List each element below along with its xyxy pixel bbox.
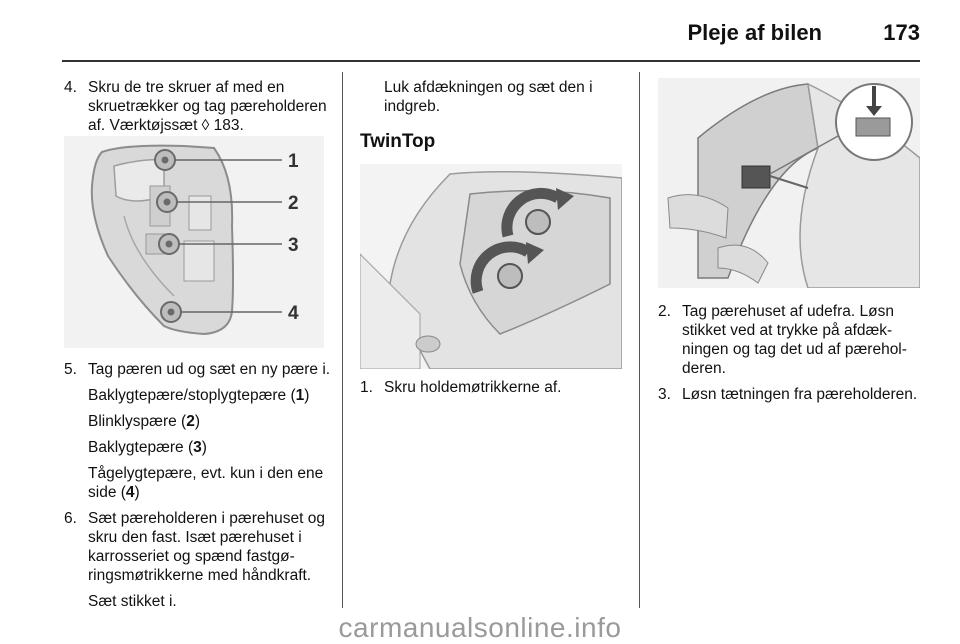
step-number: 6. bbox=[64, 510, 77, 527]
twintop-trunk-figure bbox=[360, 164, 622, 369]
bulb-holder-figure bbox=[64, 136, 324, 348]
step-text: Tag pæren ud og sæt en ny pære i. bbox=[88, 361, 331, 378]
section-title: TwinTop bbox=[360, 131, 436, 152]
step-6-extra: Sæt stikket i. bbox=[88, 593, 177, 610]
lamp-housing-figure bbox=[658, 78, 920, 288]
screw-4 bbox=[161, 302, 181, 322]
step-text: Sæt pæreholderen i pærehuset og skru den fast. Isæt pærehuset i karrosseriet og spænd fastgøringsmøtrikkerne med håndkraft. bbox=[88, 510, 325, 584]
step-number: 3. bbox=[658, 386, 671, 403]
screw-2 bbox=[157, 192, 177, 212]
step-number: 4. bbox=[64, 79, 77, 96]
watermark: carmanualsonline.info bbox=[338, 612, 622, 643]
step-number: 1. bbox=[360, 379, 373, 396]
step-2 bbox=[658, 302, 920, 378]
callout-3: 3 bbox=[288, 235, 299, 256]
step-1 bbox=[360, 378, 654, 397]
screw-3 bbox=[159, 234, 179, 254]
callout-1: 1 bbox=[288, 151, 299, 172]
step-number: 5. bbox=[64, 361, 77, 378]
screw-1 bbox=[155, 150, 175, 170]
step-text: Løsn tætningen fra pæreholderen. bbox=[682, 386, 918, 403]
chapter-title: Pleje af bilen bbox=[687, 20, 822, 45]
step-number: 2. bbox=[658, 303, 671, 320]
bulb-line-4: Tågelygtepære, evt. kun i den ene side (4) bbox=[88, 465, 324, 501]
step-4 bbox=[64, 78, 332, 135]
step-6 bbox=[64, 509, 332, 585]
page-header bbox=[0, 18, 960, 58]
bulb-line-3: Baklygtepære (3) bbox=[88, 439, 207, 456]
step-text: Skru de tre skruer af med en skruetrækker og tag pæreholderen af. Værktøjssæt ◊ 183. bbox=[88, 79, 327, 134]
bulb-line-2: Blinklyspære (2) bbox=[88, 413, 200, 430]
callout-2: 2 bbox=[288, 193, 299, 214]
callout-4: 4 bbox=[288, 303, 299, 324]
step-text: Tag pærehuset af udefra. Løsn stikket ved at trykke på afdækningen og tag det ud af pæreholderen. bbox=[682, 303, 907, 377]
column-divider-1 bbox=[342, 72, 343, 608]
step-text: Skru holdemøtrikkerne af. bbox=[384, 379, 562, 396]
bulb-line-1: Baklygtepære/stoplygtepære (1) bbox=[88, 387, 310, 404]
page-number: 173 bbox=[883, 20, 920, 45]
step-3 bbox=[658, 385, 920, 404]
intro-text: Luk afdækningen og sæt den i indgreb. bbox=[384, 79, 593, 115]
column-1 bbox=[64, 78, 332, 610]
column-divider-2 bbox=[639, 72, 640, 608]
column-2 bbox=[360, 78, 630, 396]
step-5 bbox=[64, 360, 332, 379]
header-rule bbox=[62, 60, 920, 62]
